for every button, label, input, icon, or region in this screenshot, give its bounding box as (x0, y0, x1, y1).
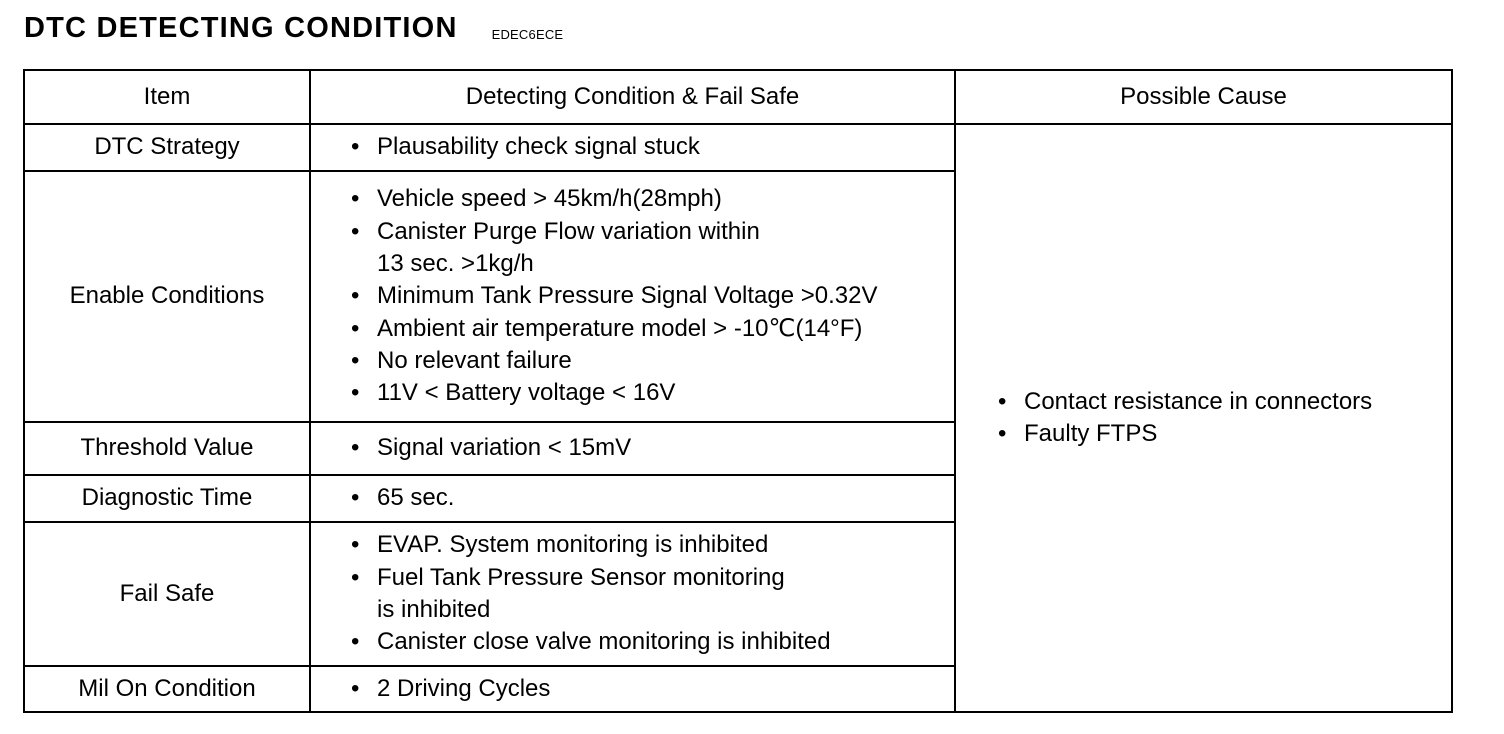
bullet-icon: • (351, 282, 360, 310)
item-fail-safe: Fail Safe (25, 523, 311, 667)
condition-item: • Minimum Tank Pressure Signal Voltage >0.32V (351, 280, 878, 312)
condition-item: • Signal variation < 15mV (351, 432, 631, 464)
condition-list (351, 131, 700, 163)
bullet-icon: • (351, 434, 360, 462)
bullet-icon: • (998, 387, 1007, 415)
bullet-icon: • (351, 674, 360, 702)
bullet-icon: • (351, 484, 360, 512)
condition-diagnostic-time (311, 476, 956, 523)
condition-dtc-strategy (311, 125, 956, 172)
cause-list (998, 386, 1372, 451)
bullet-icon: • (351, 133, 360, 161)
column-header-detecting-condition: Detecting Condition & Fail Safe (311, 71, 956, 125)
condition-item: • Ambient air temperature model > -10℃(14°F) (351, 313, 878, 345)
dtc-table (23, 69, 1453, 713)
bullet-icon: • (998, 420, 1007, 447)
page-title: DTC DETECTING CONDITION (24, 12, 458, 44)
bullet-icon: • (351, 563, 360, 591)
condition-item: • 65 sec. (351, 482, 454, 514)
bullet-icon: • (351, 314, 360, 342)
condition-item: • 2 Driving Cycles (351, 673, 550, 705)
condition-fail-safe (311, 523, 956, 667)
item-threshold-value: Threshold Value (25, 423, 311, 476)
bullet-icon: • (351, 346, 360, 374)
bullet-icon: • (351, 628, 360, 656)
condition-item: • 11V < Battery voltage < 16V (351, 377, 878, 409)
item-mil-on-condition: Mil On Condition (25, 667, 311, 711)
condition-item: • Vehicle speed > 45km/h(28mph) (351, 183, 878, 215)
condition-threshold-value (311, 423, 956, 476)
condition-list (351, 183, 878, 409)
condition-item: • No relevant failure (351, 345, 878, 377)
possible-cause-cell (956, 125, 1451, 711)
bullet-icon: • (351, 531, 360, 559)
condition-continuation: is inhibited (377, 596, 491, 623)
condition-list (351, 673, 550, 705)
condition-item: • EVAP. System monitoring is inhibited (351, 529, 831, 561)
bullet-icon: • (351, 185, 360, 213)
condition-item: • Canister close valve monitoring is inhibited (351, 626, 831, 658)
condition-item: • Plausability check signal stuck (351, 131, 700, 163)
condition-mil-on-condition (311, 667, 956, 711)
condition-enable-conditions (311, 172, 956, 423)
cause-item: • Contact resistance in connectors (998, 386, 1372, 418)
document-code: EDEC6ECE (491, 27, 564, 42)
bullet-icon: • (351, 379, 360, 407)
condition-list (351, 432, 631, 464)
condition-item: • Fuel Tank Pressure Sensor monitoring (351, 562, 831, 594)
title-block (24, 6, 563, 46)
column-header-item: Item (25, 71, 311, 125)
cause-item: • Faulty FTPS (998, 418, 1372, 450)
item-diagnostic-time: Diagnostic Time (25, 476, 311, 523)
condition-list (351, 482, 454, 514)
condition-item: • Canister Purge Flow variation within (351, 216, 878, 248)
column-header-possible-cause: Possible Cause (956, 71, 1451, 125)
item-enable-conditions: Enable Conditions (25, 172, 311, 423)
item-dtc-strategy: DTC Strategy (25, 125, 311, 172)
condition-continuation: 13 sec. >1kg/h (377, 250, 534, 278)
bullet-icon: • (351, 217, 360, 245)
condition-list (351, 529, 831, 658)
